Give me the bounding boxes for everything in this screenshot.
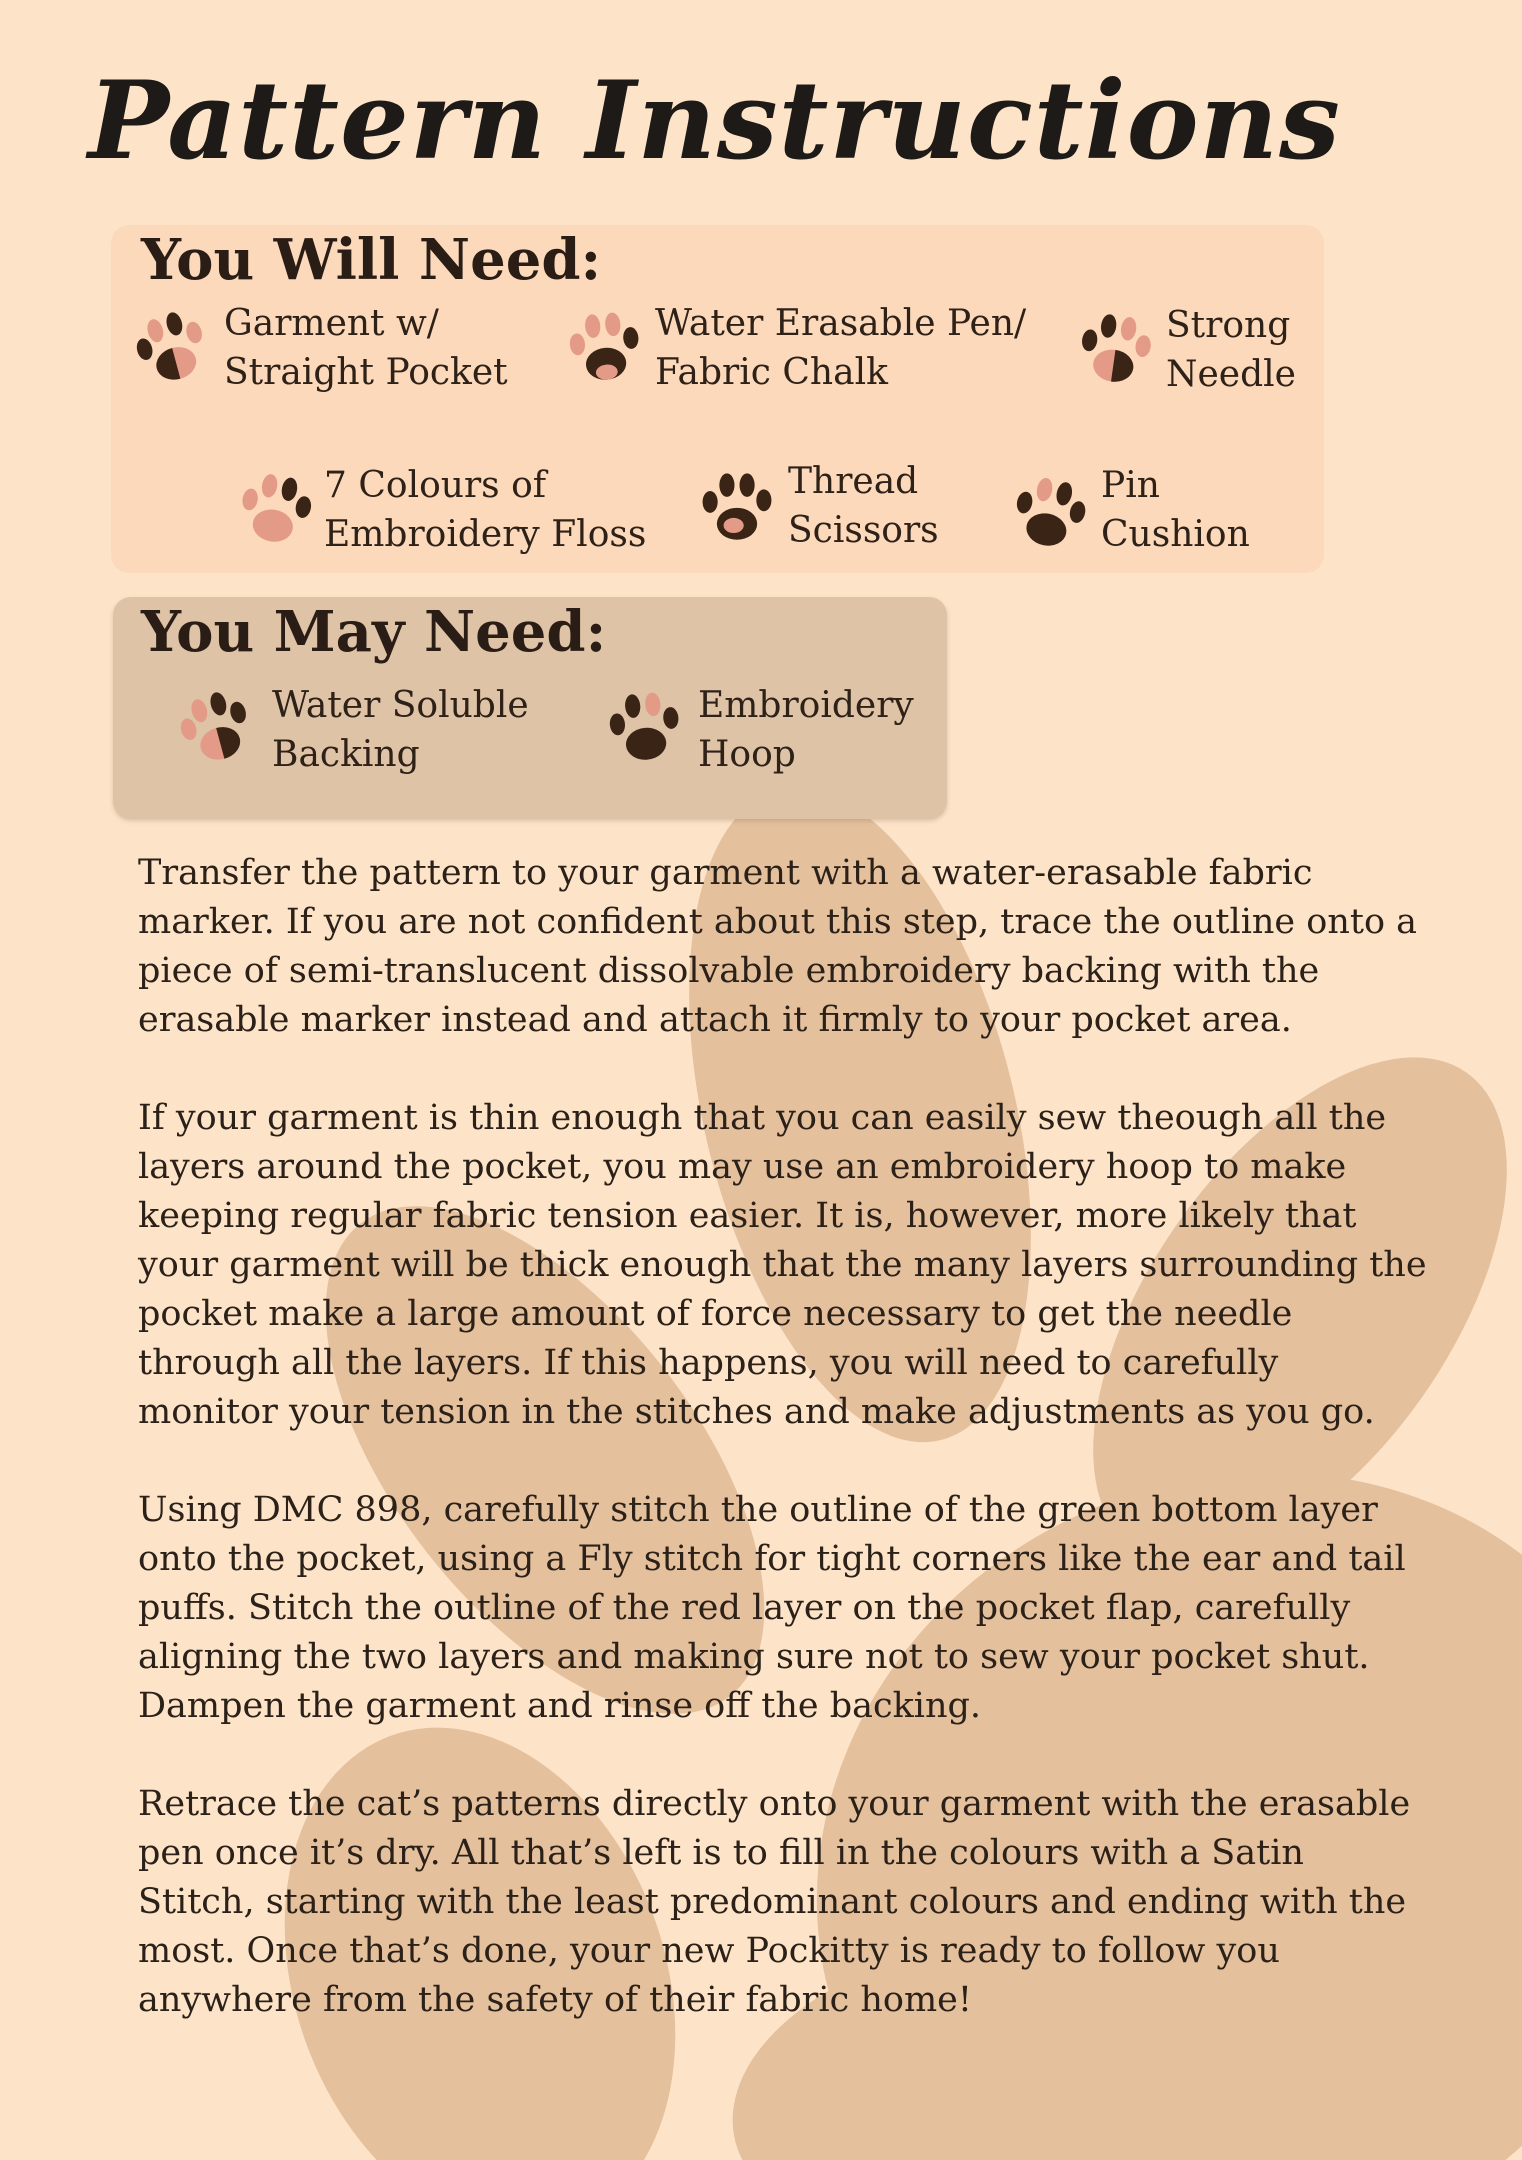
paw-print-icon [695, 465, 779, 549]
item-label-line2: Embroidery Floss [324, 514, 647, 555]
instruction-paragraph-1: Transfer the pattern to your garment with a water-erasable fabric marker. If you are not confident about this step, trace the outline onto a piece of semi-translucent dissolvable embroidery backing with the erasable marker instead and attach it firmly to your pocket area. [138, 853, 1418, 1040]
you-will-need-panel [111, 225, 1324, 573]
instruction-paragraph-3: Using DMC 898, carefully stitch the outline of the green bottom layer onto the pocket, using a Fly stitch for tight corners like the ear and tail puffs. Stitch the outline of the red layer on the pocket flap, carefully aligning the two layers and making sure not to sew your pocket shut. Dampen the garment and rinse off the backing. [138, 1490, 1406, 1726]
item-label-line2: Backing [272, 734, 420, 775]
item-label-line2: Needle [1166, 354, 1296, 395]
paw-print-icon [603, 685, 687, 769]
you-may-need-panel [113, 597, 947, 819]
item-label-line1: 7 Colours of [324, 465, 547, 506]
page-title: Pattern Instructions [88, 58, 1341, 184]
item-label-line2: Hoop [698, 734, 796, 775]
item-label-line2: Scissors [788, 510, 939, 551]
paw-print-icon [131, 305, 215, 389]
you-may-need-heading: You May Need: [141, 599, 607, 665]
instruction-paragraph-2: If your garment is thin enough that you can easily sew theough all the layers around the pocket, you may use an embroidery hoop to make keeping regular fabric tension easier. It is, however, more likely that your garment will be thick enough that the many layers surrounding the pocket make a large amount of force necessary to get the needle through all the layers. If this happens, you will need to carefully monitor your tension in the stitches and make adjustments as you go. [138, 1098, 1427, 1432]
item-label-line1: Water Erasable Pen/ [655, 303, 1027, 344]
paw-print-icon [175, 685, 259, 769]
instruction-paragraph-4: Retrace the cat’s patterns directly onto your garment with the erasable pen once it’s dry. All that’s left is to fill in the colours with a Satin Stitch, starting with the least predominant colours and ending with the most. Once that’s done, your new Pockitty is ready to follow you anywhere from the safety of their fabric home! [138, 1784, 1411, 2020]
item-label-line1: Strong [1166, 305, 1291, 346]
item-label-line1: Embroidery [698, 685, 914, 726]
paw-print-icon [563, 305, 647, 389]
item-label-line1: Garment w/ [224, 303, 439, 344]
instructions-body [138, 849, 1428, 2074]
paw-print-icon [1007, 471, 1091, 555]
paw-print-icon [1073, 307, 1157, 391]
item-label-line1: Thread [788, 461, 919, 502]
item-label-line2: Cushion [1101, 514, 1250, 555]
item-label-line2: Straight Pocket [224, 352, 508, 393]
you-will-need-heading: You Will Need: [141, 227, 602, 293]
item-label-line2: Fabric Chalk [655, 352, 888, 393]
item-label-line1: Water Soluble [272, 685, 529, 726]
paw-print-icon [233, 467, 317, 551]
item-label-line1: Pin [1101, 465, 1160, 506]
